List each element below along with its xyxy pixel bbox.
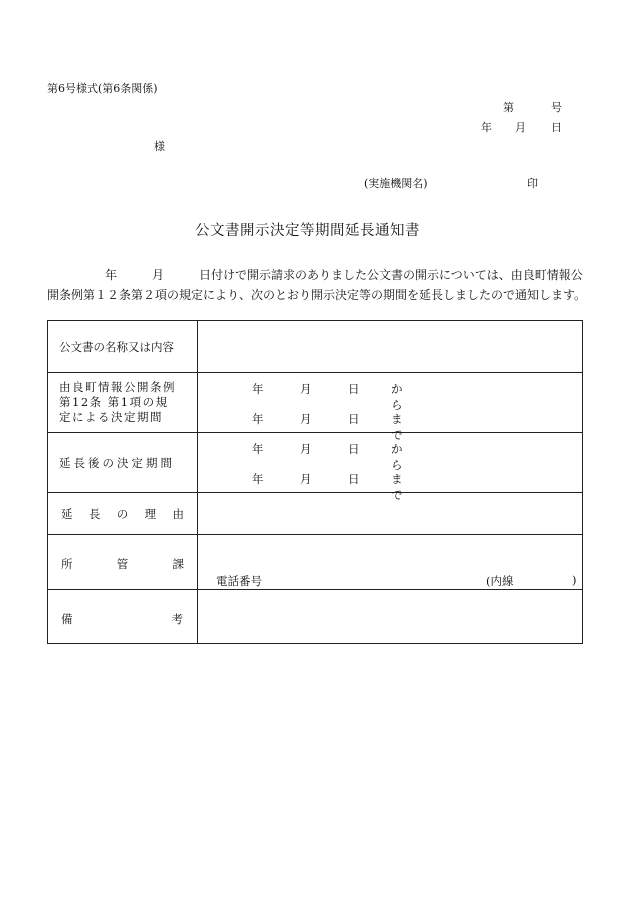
issuer-label: (実施機関名) (364, 177, 428, 190)
date-year: 年 (252, 412, 264, 426)
document-name-label: 公文書の名称又は内容 (59, 339, 174, 354)
original-period-label-line: 由良町情報公開条例 (59, 380, 176, 394)
document-number-suffix: 号 (551, 101, 562, 114)
label-char: の (116, 506, 129, 521)
document-title: 公文書開示決定等期間延長通知書 (195, 223, 420, 239)
date-from: から (391, 382, 403, 412)
body-year: 年 (105, 268, 118, 282)
original-period-value[interactable] (198, 373, 583, 442)
original-period-label-line: 定による決定期間 (59, 410, 163, 424)
date-month: 月 (300, 412, 312, 426)
date-day: 日 (348, 472, 360, 486)
body-line-2: 開条例第１２条第２項の規定により、次のとおり開示決定等の期間を延長しましたので通知します。 (47, 288, 587, 302)
phone-label: 電話番号 (216, 574, 262, 588)
label-char: 由 (172, 506, 184, 521)
table-row (48, 433, 583, 493)
date-month: 月 (300, 472, 312, 486)
notice-table (47, 320, 583, 644)
extension-label: (内線 (486, 574, 514, 588)
label-char: 備 (61, 612, 73, 626)
label-char: 考 (171, 612, 183, 626)
department-label (48, 535, 197, 572)
body-month: 月 (152, 268, 165, 282)
label-char: 所 (61, 557, 73, 571)
table-row (48, 590, 583, 644)
document-name-value[interactable] (198, 321, 583, 373)
document-number-prefix: 第 (503, 101, 514, 114)
original-period-label-cell (48, 373, 198, 433)
extension-reason-value[interactable] (198, 493, 583, 535)
label-char: 延 (61, 506, 73, 521)
extended-period-value[interactable] (198, 433, 583, 502)
label-char: 理 (144, 506, 157, 521)
date-day: 日 (348, 382, 360, 396)
date-month: 月 (300, 382, 312, 396)
seal-mark: 印 (527, 177, 538, 190)
label-char: 長 (88, 506, 101, 521)
remarks-label (48, 590, 197, 627)
remarks-label-cell (48, 590, 198, 644)
header-year: 年 (481, 121, 492, 134)
date-from: から (391, 442, 403, 472)
form-number: 第6号様式(第6条関係) (47, 82, 158, 95)
table-row (48, 373, 583, 433)
table-row (48, 535, 583, 590)
date-until: まで (391, 412, 403, 442)
date-day: 日 (348, 412, 360, 426)
department-value[interactable] (198, 535, 583, 590)
label-char: 管 (116, 557, 129, 571)
remarks-value[interactable] (198, 590, 583, 644)
date-day: 日 (348, 442, 360, 456)
table-row (48, 493, 583, 535)
department-label-cell (48, 535, 198, 590)
date-year: 年 (252, 442, 264, 456)
document-name-label-cell (48, 321, 198, 373)
date-month: 月 (300, 442, 312, 456)
date-year: 年 (252, 472, 264, 486)
extension-close: ) (572, 573, 577, 587)
date-until: まで (391, 472, 403, 502)
extension-reason-label-cell (48, 493, 198, 535)
original-period-label-line: 第12条 第1項の規 (59, 395, 169, 409)
date-year: 年 (252, 382, 264, 396)
extended-period-label: 延長後の決定期間 (59, 455, 175, 470)
extension-reason-label (48, 506, 197, 522)
header-day: 日 (551, 121, 562, 134)
extended-period-label-cell (48, 433, 198, 493)
table-row (48, 321, 583, 373)
body-line-1: 日付けで開示請求のありました公文書の開示については、由良町情報公 (199, 268, 583, 282)
addressee-suffix: 様 (154, 140, 165, 153)
label-char: 課 (172, 557, 184, 571)
header-month: 月 (515, 121, 526, 134)
